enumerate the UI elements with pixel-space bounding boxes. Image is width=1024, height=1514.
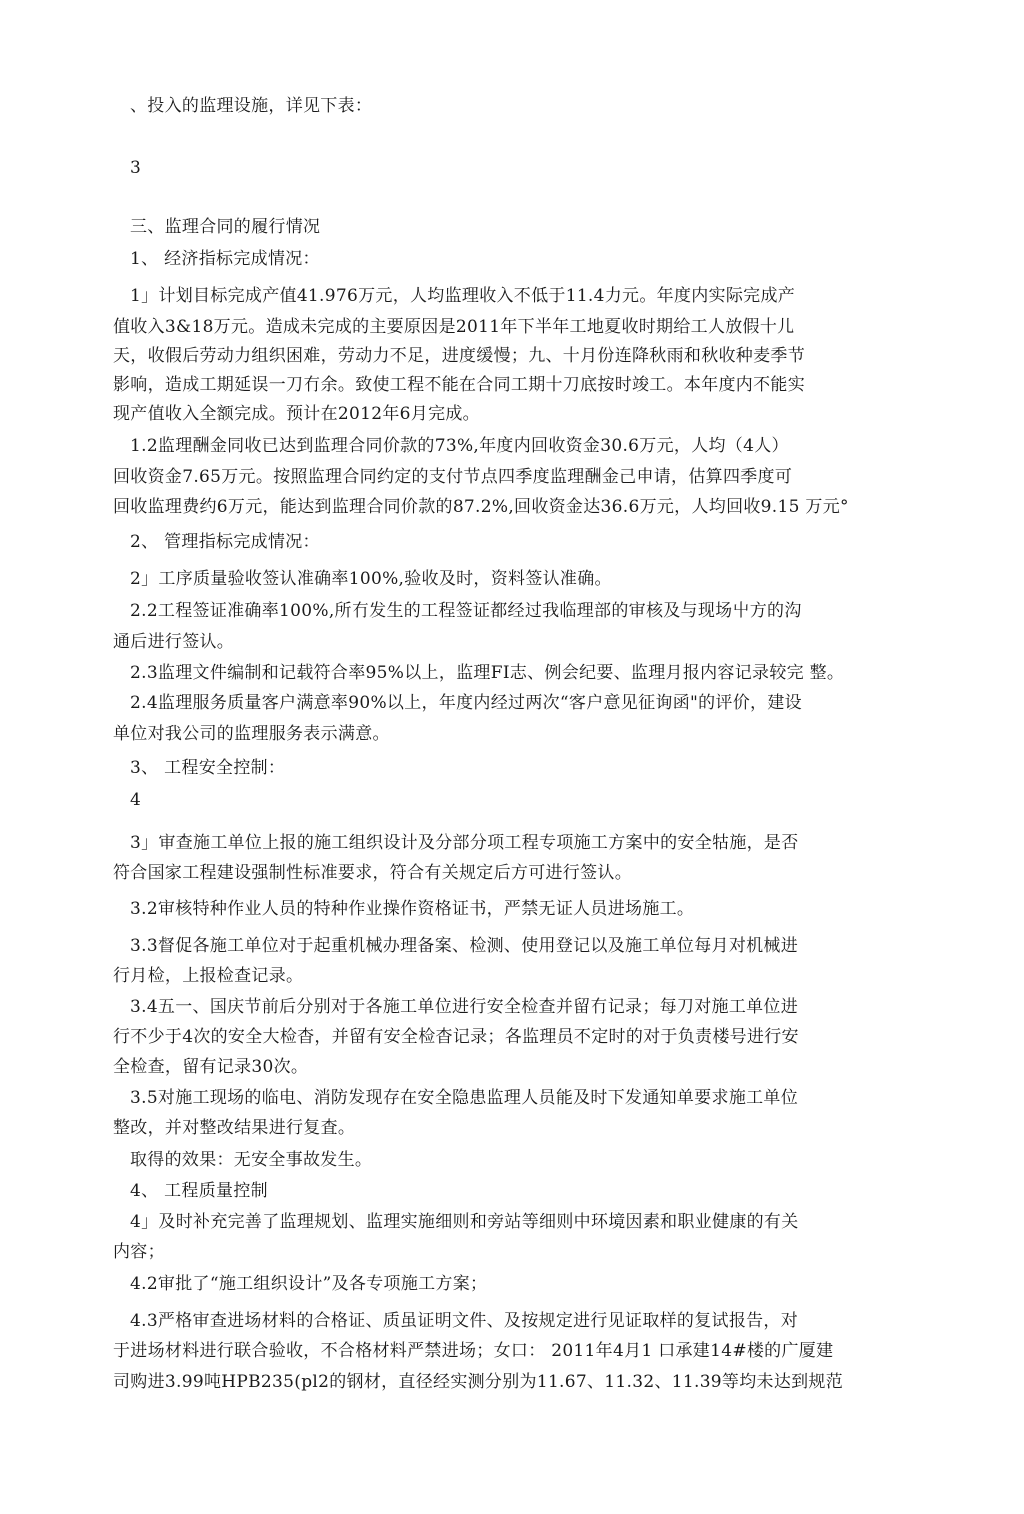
text-line: 值收入3&18万元。造成未完成的主要原因是2011年下半年工地夏收时期给工人放假十儿 xyxy=(113,317,795,337)
subsection-heading: 1、 经济指标完成情况： xyxy=(130,249,320,269)
text-line: 单位对我公司的监理服务表示满意。 xyxy=(113,724,390,744)
text-line: 1.2监理酬金同收已达到监理合同价款的73%,年度内回收资金30.6万元，人均（4人） xyxy=(130,436,789,456)
text-line: 3.2审核特种作业人员的特种作业操作资格证书，严禁无证人员进场施工。 xyxy=(130,899,695,919)
text-line: 符合国家工程建设强制性标准要求，符合有关规定后方可进行签认。 xyxy=(113,863,632,883)
text-line: 回收监理费约6万元，能达到监理合同价款的87.2%,回收资金达36.6万元，人均回收9.15 万元° xyxy=(113,497,849,517)
subsection-heading: 3、 工程安全控制： xyxy=(130,758,286,778)
page-number: 4 xyxy=(130,790,142,810)
text-line: 3.4五一、国庆节前后分别对于各施工单位进行安全检查并留冇记录；每刀对施工单位进 xyxy=(130,997,799,1017)
text-line: 4.2审批了“施工组织设计”及各专项施工方案； xyxy=(130,1274,488,1294)
text-line: 4」及时补充完善了监理规划、监理实施细则和旁站等细则中环境因素和职业健康的有关 xyxy=(130,1212,799,1232)
subsection-heading: 2、 管理指标完成情况： xyxy=(130,532,320,552)
section-heading: 三、监理合同的履行情况 xyxy=(130,217,321,237)
text-line: 2.2工程签证准确率100%,所冇发生的工程签证都经过我临理部的审核及与现场屮方的沟 xyxy=(130,601,802,621)
text-line: 2.4监理服务质量客户满意率90%以上，年度内经过两次“客户意见征询函"的评价，建设 xyxy=(130,693,802,713)
text-line: 行月检，上报检查记录。 xyxy=(113,966,304,986)
text-line: 内容； xyxy=(113,1242,165,1262)
text-line: 通后进行签认。 xyxy=(113,632,235,652)
text-line: 3.5对施工现场的临电、消防发现存在安全隐患监理人员能及时下发通知单要求施工单位 xyxy=(130,1088,799,1108)
text-line: 2.3监理文件编制和记载符合率95%以上，监理FI志、例会纪要、监理月报内容记录较完 整。 xyxy=(130,663,845,683)
text-line: 3」审查施工单位上报的施工组织设计及分部分项工程专项施工方案中的安全牯施，是否 xyxy=(130,833,799,853)
text-line: 于进场材料进行联合验收，不合格材料严禁进场；女口： 2011年4月1 口承建14#楼的广厦建 xyxy=(113,1341,834,1361)
text-line: 天，收假后劳动力组织困难，劳动力不足，进度缓慢；九、十月份连降秋雨和秋收种麦季节 xyxy=(113,346,805,366)
text-line: 整改，并对整改结果进行复査。 xyxy=(113,1118,356,1138)
text-line: 、投入的监理设施，详见下表： xyxy=(130,96,373,116)
text-line: 1」计划目标完成产值41.976万元，人均监理收入不低于11.4力元。年度内实际完成产 xyxy=(130,286,796,306)
text-line: 取得的效果：无安全事故发生。 xyxy=(130,1150,373,1170)
text-line: 2」工序质量验收签认准确率100%,验收及时，资料签认准确。 xyxy=(130,569,612,589)
text-line: 4.3严格审查进场材料的合格证、质虽证明文件、及按规定进行见证取样的复试报告，对 xyxy=(130,1311,799,1331)
text-line: 司购进3.99吨HPB235(pl2的钢材，直径经实测分别为11.67、11.32、11.39等均未达到规范 xyxy=(113,1372,844,1392)
page-number: 3 xyxy=(130,158,142,178)
text-line: 回收资金7.65万元。按照监理合同约定的支付节点四季度监理酬金己申请，估算四季度可 xyxy=(113,467,793,487)
text-line: 影响，造成工期延误一刀冇余。致使工程不能在合同工期十刀底按时竣工。本年度内不能实 xyxy=(113,375,805,395)
text-line: 行不少于4次的安全大检杳，并留有安全检杳记录；各监理员不定时的对于负责楼号进行安 xyxy=(113,1027,799,1047)
text-line: 全检查，留有记录30次。 xyxy=(113,1057,309,1077)
text-line: 3.3督促各施工单位对于起重机械办理备案、检测、使用登记以及施工单位每月对机械进 xyxy=(130,936,799,956)
subsection-heading: 4、 工程质量控制 xyxy=(130,1181,268,1201)
text-line: 现产值收入全额完成。预计在2012年6月完成。 xyxy=(113,404,480,424)
